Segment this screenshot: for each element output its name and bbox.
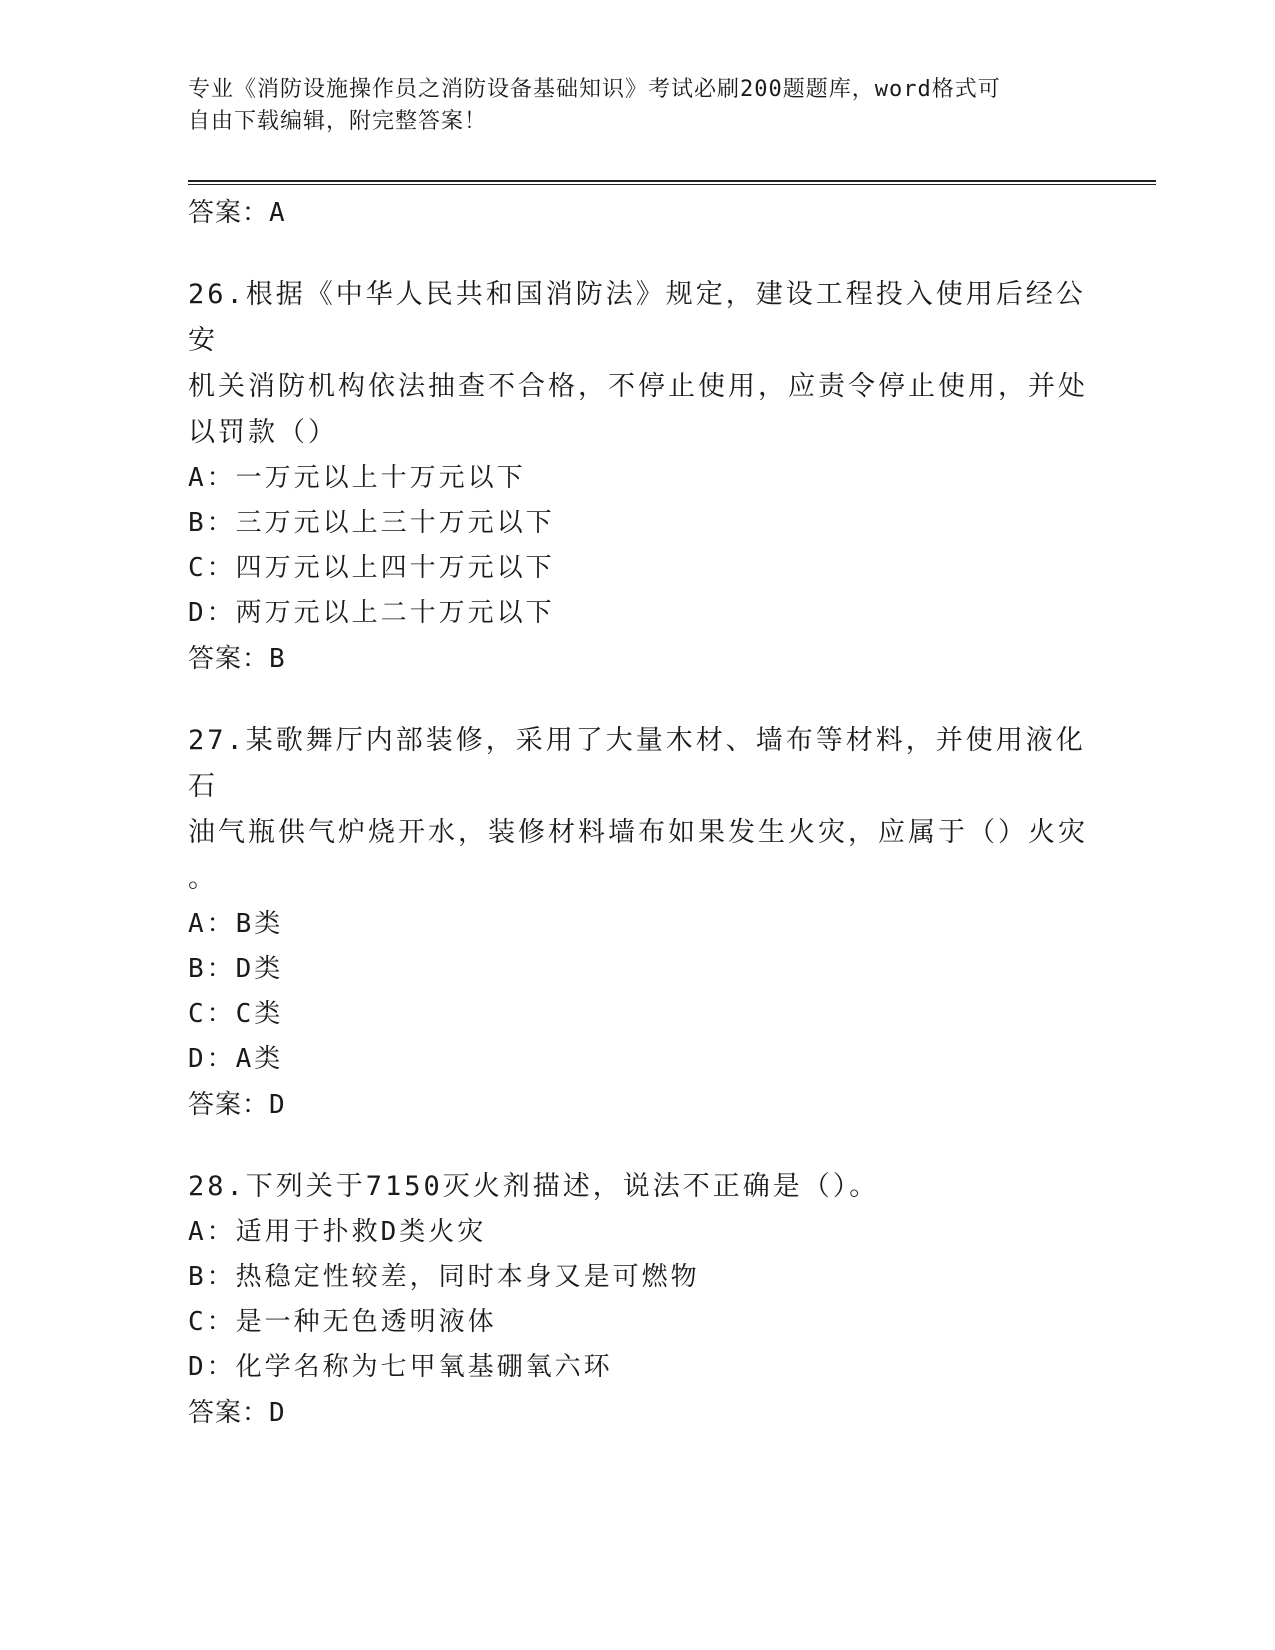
question-block <box>188 718 1088 1128</box>
option-a: A：一万元以上十万元以下 <box>188 463 526 493</box>
question-list <box>188 190 1088 1436</box>
option-b: B：D类 <box>188 954 284 984</box>
header-divider <box>188 180 1156 185</box>
header-line-1: 专业《消防设施操作员之消防设备基础知识》考试必刷200题题库，word格式可 <box>188 77 1001 102</box>
option-d: D：化学名称为七甲氧基硼氧六环 <box>188 1352 613 1382</box>
option-a: A：适用于扑救D类火灾 <box>188 1217 487 1247</box>
answer-line: 答案：D <box>188 1090 286 1120</box>
question-text-line: 27.某歌舞厅内部装修，采用了大量木材、墙布等材料，并使用液化石 <box>188 725 1086 802</box>
answer-line: 答案：B <box>188 644 286 674</box>
question-block <box>188 272 1088 682</box>
question-text-line: 机关消防机构依法抽查不合格，不停止使用，应责令停止使用，并处 <box>188 371 1088 402</box>
page-header <box>188 74 1078 138</box>
question-block <box>188 1164 1088 1436</box>
question-text-line: 油气瓶供气炉烧开水，装修材料墙布如果发生火灾，应属于（）火灾 <box>188 817 1088 848</box>
answer-line: 答案：D <box>188 1398 286 1428</box>
option-d: D：两万元以上二十万元以下 <box>188 598 555 628</box>
question-text-line: 28.下列关于7150灭火剂描述，说法不正确是（）。 <box>188 1171 880 1202</box>
header-line-2: 自由下载编辑，附完整答案！ <box>188 109 488 134</box>
option-a: A：B类 <box>188 909 284 939</box>
answer-line: 答案：A <box>188 198 286 228</box>
option-c: C：是一种无色透明液体 <box>188 1307 497 1337</box>
option-c: C：四万元以上四十万元以下 <box>188 553 555 583</box>
option-b: B：三万元以上三十万元以下 <box>188 508 555 538</box>
option-d: D：A类 <box>188 1044 284 1074</box>
question-text-line: 。 <box>188 863 218 894</box>
option-c: C：C类 <box>188 999 284 1029</box>
question-text-line: 26.根据《中华人民共和国消防法》规定，建设工程投入使用后经公安 <box>188 279 1086 356</box>
question-text-line: 以罚款（） <box>188 417 338 448</box>
option-b: B：热稳定性较差，同时本身又是可燃物 <box>188 1262 700 1292</box>
